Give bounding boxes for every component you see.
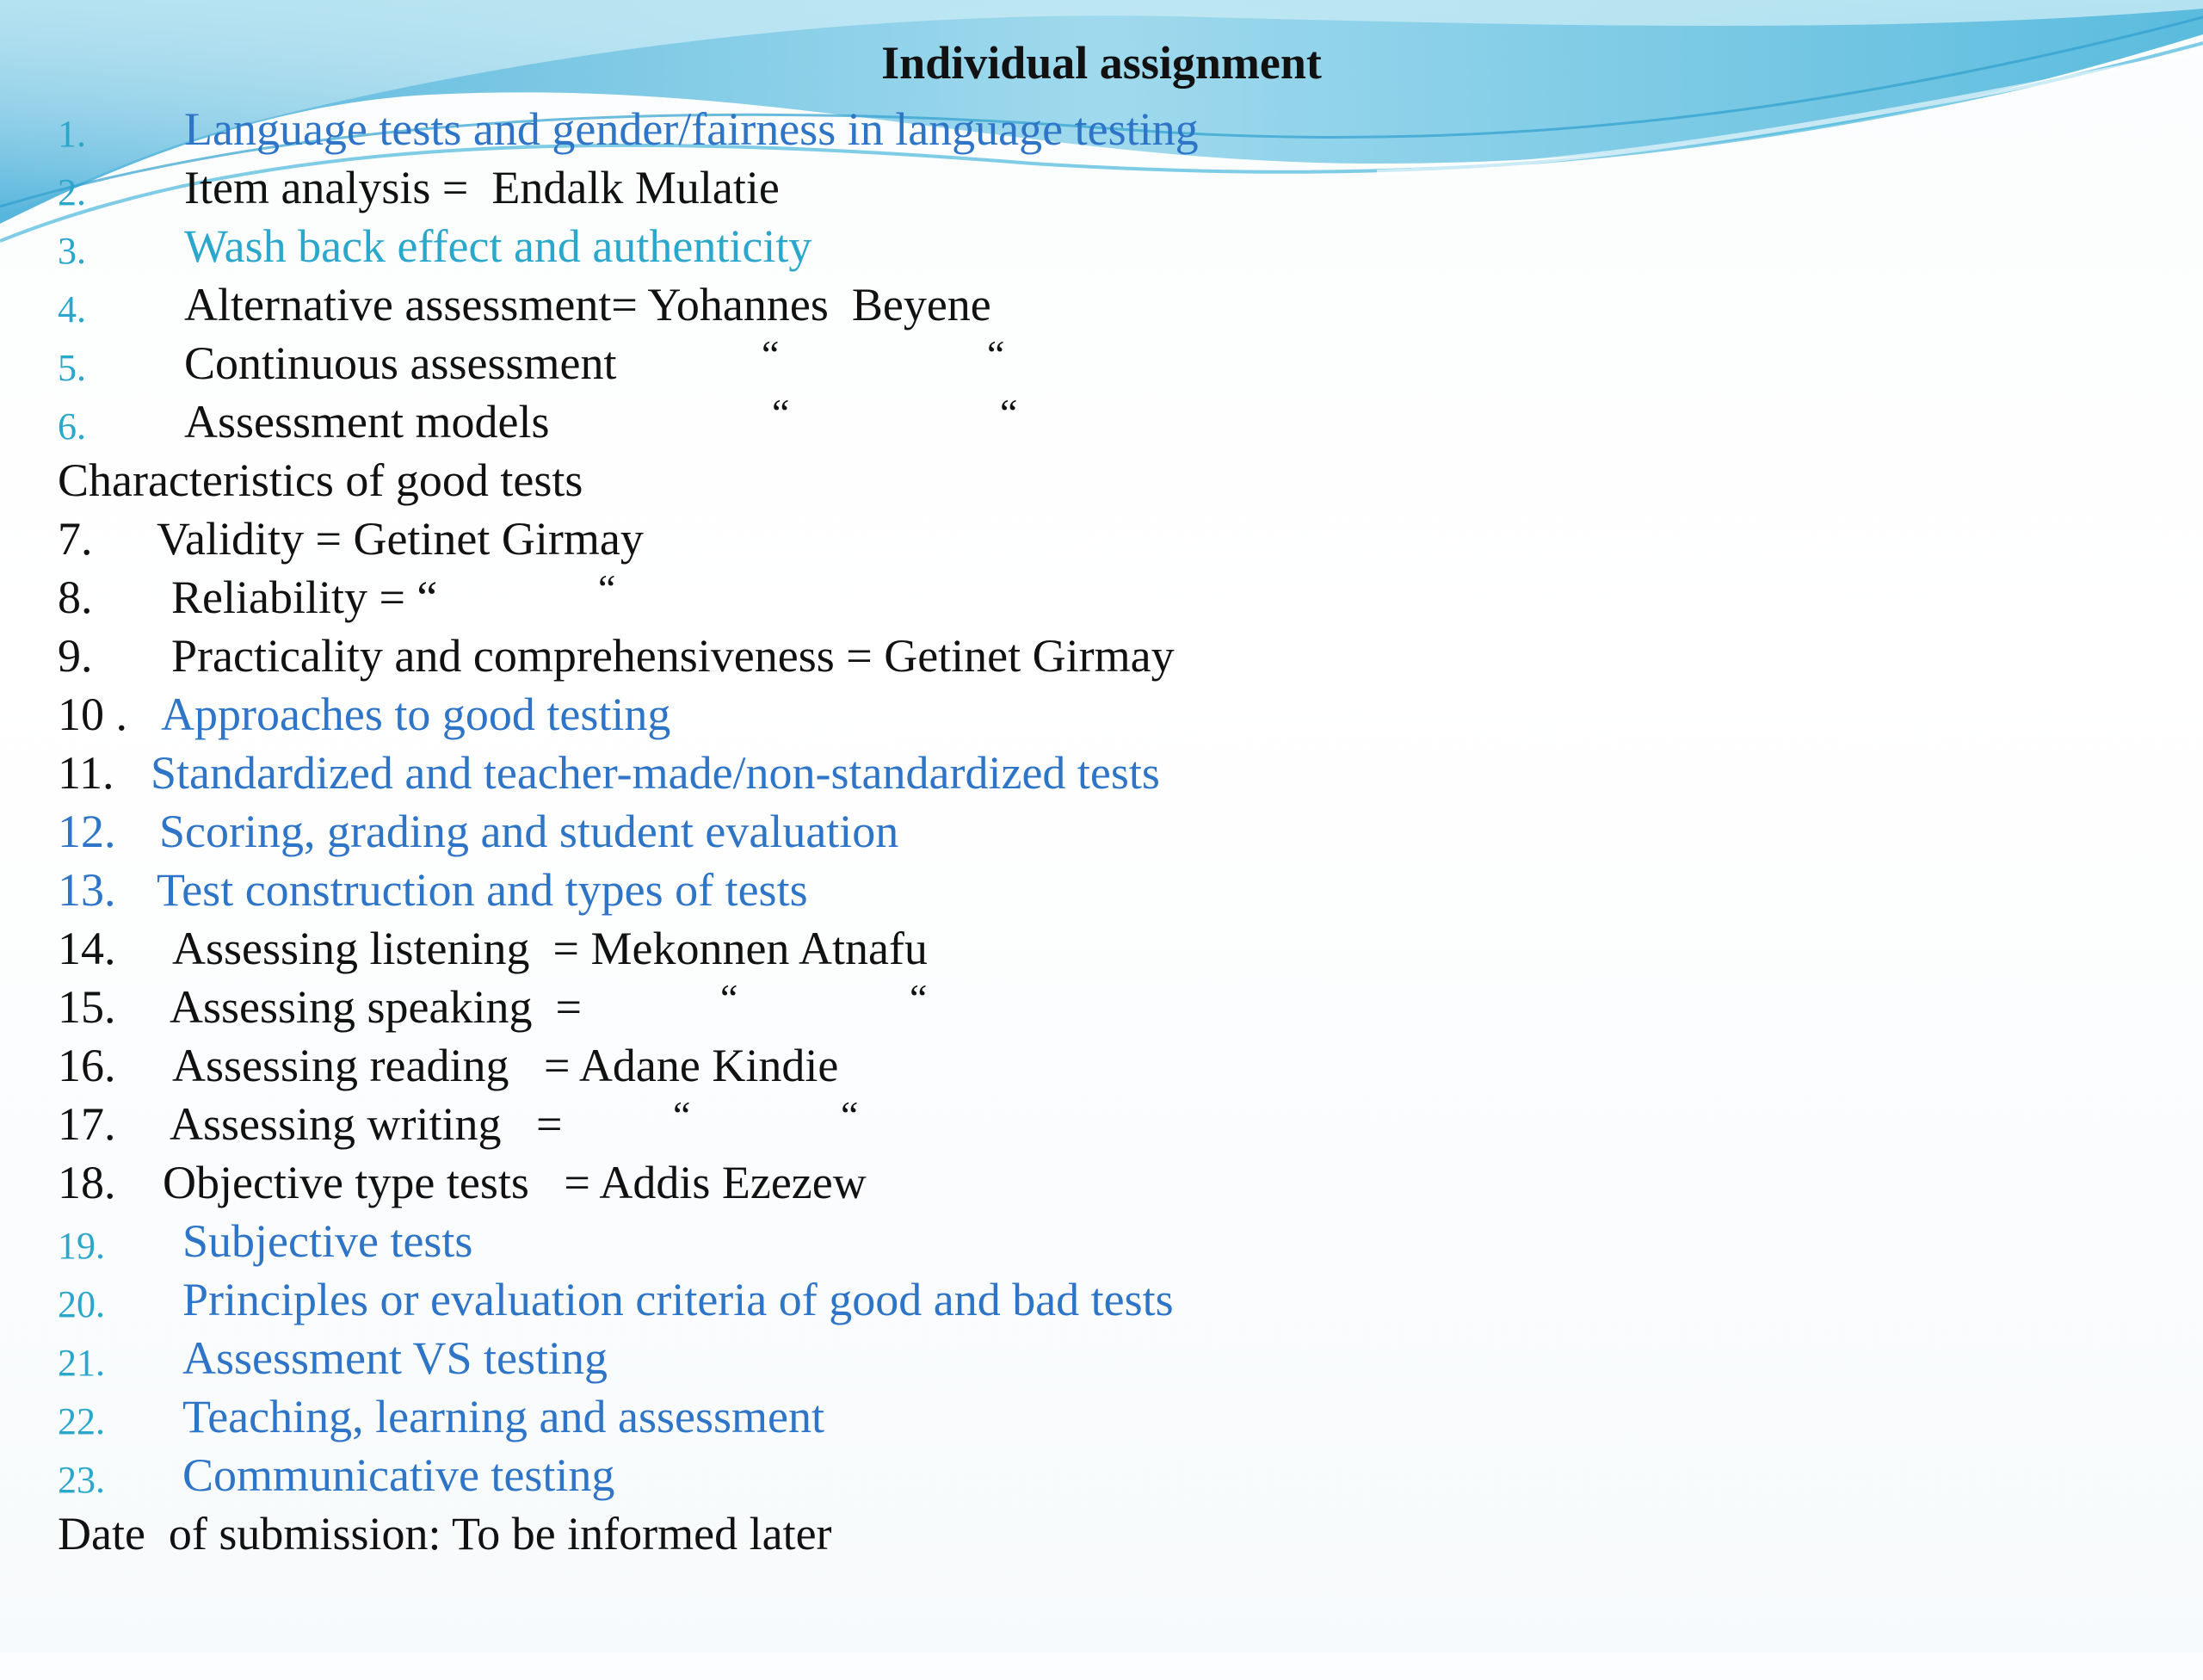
list-item xyxy=(58,332,1005,392)
item-number: 7. xyxy=(58,513,93,565)
item-text: Wash back effect and authenticity xyxy=(184,220,812,272)
item-text: Alternative assessment= Yohannes Beyene xyxy=(184,279,991,330)
list-item xyxy=(58,1270,1174,1329)
item-text: Assessing reading = Adane Kindie xyxy=(172,1040,839,1091)
item-number: 1. xyxy=(58,113,86,155)
list-item xyxy=(58,685,671,744)
list-item xyxy=(58,1446,615,1504)
list-item xyxy=(58,100,1199,158)
item-number: 4. xyxy=(58,288,86,330)
ditto-mark: “ xyxy=(772,391,790,435)
item-text: Standardized and teacher-made/non-standardized tests xyxy=(151,747,1160,799)
ditto-mark: “ xyxy=(720,976,738,1020)
item-text: Validity = Getinet Girmay xyxy=(157,513,644,565)
item-number: 20. xyxy=(58,1283,105,1325)
submission-date-text: Date of submission: To be informed later xyxy=(58,1508,832,1560)
section-heading xyxy=(58,451,583,510)
section-heading-text: Characteristics of good tests xyxy=(58,454,583,506)
item-text: Test construction and types of tests xyxy=(157,864,808,916)
list-item xyxy=(58,802,899,861)
list-item xyxy=(58,1212,473,1270)
item-text: Teaching, learning and assessment xyxy=(182,1391,824,1442)
item-number: 2. xyxy=(58,171,86,213)
list-item xyxy=(58,158,780,217)
item-number: 6. xyxy=(58,405,86,448)
ditto-mark: “ xyxy=(910,976,928,1020)
list-item xyxy=(58,976,928,1036)
list-item xyxy=(58,861,808,919)
item-text: Assessment VS testing xyxy=(182,1332,608,1384)
list-item xyxy=(58,566,616,627)
item-text: Communicative testing xyxy=(182,1449,615,1501)
list-item xyxy=(58,627,1175,685)
item-number: 16. xyxy=(58,1040,116,1091)
ditto-mark: “ xyxy=(1000,391,1018,435)
item-number: 14. xyxy=(58,923,116,974)
item-number: 8. xyxy=(58,571,93,623)
list-item xyxy=(58,1387,824,1446)
item-text: Practicality and comprehensiveness = Getinet Girmay xyxy=(171,630,1175,682)
ditto-mark: “ xyxy=(673,1093,691,1137)
item-number: 19. xyxy=(58,1225,105,1267)
item-text: Assessing speaking = xyxy=(170,981,582,1033)
list-item xyxy=(58,744,1160,802)
ditto-mark: “ xyxy=(841,1093,859,1137)
submission-date xyxy=(58,1504,832,1563)
item-number: 23. xyxy=(58,1459,105,1501)
item-text: Reliability = “ xyxy=(171,571,438,623)
item-text: Approaches to good testing xyxy=(161,689,671,740)
list-item xyxy=(58,1093,859,1153)
list-item xyxy=(58,1329,608,1387)
list-item xyxy=(58,391,1018,451)
item-number: 3. xyxy=(58,230,86,272)
list-item xyxy=(58,1153,867,1212)
item-number: 17. xyxy=(58,1098,116,1150)
item-number: 10 . xyxy=(58,689,127,740)
item-text: Objective type tests = Addis Ezezew xyxy=(163,1157,867,1208)
item-number: 15. xyxy=(58,981,116,1033)
item-number: 13. xyxy=(58,864,116,916)
slide-title: Individual assignment xyxy=(881,37,1322,89)
list-item xyxy=(58,510,644,568)
item-number: 18. xyxy=(58,1157,116,1208)
item-text: Language tests and gender/fairness in language testing xyxy=(184,103,1199,155)
ditto-mark: “ xyxy=(598,566,616,610)
list-item xyxy=(58,217,812,275)
item-text: Assessment models xyxy=(184,396,550,448)
list-item xyxy=(58,1036,839,1095)
item-text: Assessing listening = Mekonnen Atnafu xyxy=(172,923,928,974)
item-number: 9. xyxy=(58,630,93,682)
item-text: Subjective tests xyxy=(182,1215,473,1267)
item-number: 12. xyxy=(58,806,116,857)
item-text: Scoring, grading and student evaluation xyxy=(159,806,899,857)
ditto-mark: “ xyxy=(987,332,1005,376)
item-number: 5. xyxy=(58,347,86,389)
item-number: 11. xyxy=(58,747,114,799)
item-text: Principles or evaluation criteria of good and bad tests xyxy=(182,1274,1174,1325)
item-text: Continuous assessment xyxy=(184,337,617,389)
item-text: Item analysis = Endalk Mulatie xyxy=(184,162,780,213)
list-item xyxy=(58,275,991,334)
item-number: 22. xyxy=(58,1400,105,1442)
item-number: 21. xyxy=(58,1342,105,1384)
item-text: Assessing writing = xyxy=(170,1098,563,1150)
list-item xyxy=(58,919,928,978)
ditto-mark: “ xyxy=(762,332,780,376)
